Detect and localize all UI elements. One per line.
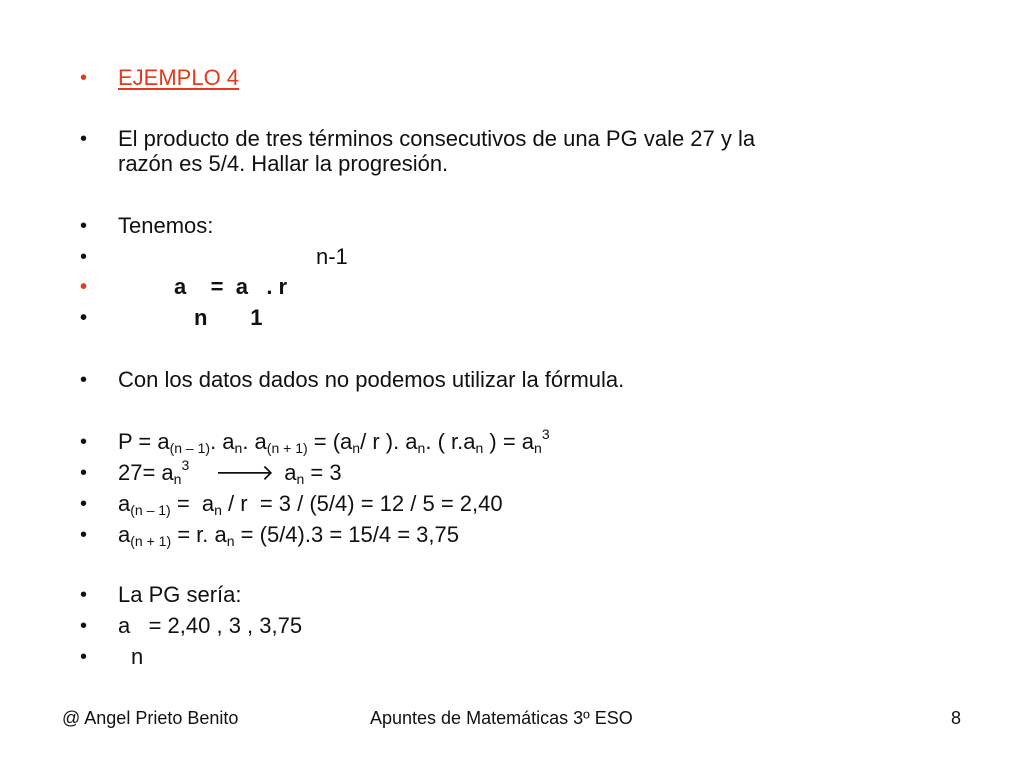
tenemos-text: Tenemos:: [118, 213, 214, 238]
bullet: •: [80, 246, 88, 268]
eq-subscript: n: [534, 440, 542, 456]
previous-term-line: [0, 489, 960, 519]
eq-subscript: n: [214, 502, 222, 518]
eq-subscript: (n + 1): [266, 440, 308, 456]
eq-subscript: (n – 1): [130, 502, 171, 518]
bullet: •: [80, 128, 88, 150]
formula-main-line: [0, 272, 960, 302]
bullet: •: [80, 524, 88, 546]
eq-part: . a: [242, 429, 267, 454]
eq-part: . a: [210, 429, 235, 454]
result-subscript: n: [131, 644, 144, 669]
tenemos-line: [0, 211, 960, 241]
next-term-line: [0, 520, 960, 550]
problem-text-2: razón es 5/4. Hallar la progresión.: [118, 151, 449, 176]
result-text: a = 2,40 , 3 , 3,75: [118, 613, 303, 638]
eq-part: P = a: [118, 429, 170, 454]
formula-main: a = a . r: [174, 274, 288, 299]
eq-subscript: n: [417, 440, 426, 456]
eq-subscript: n: [475, 440, 484, 456]
eq-part: = (5/4).3 = 15/4 = 3,75: [234, 522, 459, 547]
la-pg-text: La PG sería:: [118, 582, 242, 607]
bullet: •: [80, 67, 88, 89]
slide-title: EJEMPLO 4: [118, 65, 240, 90]
formula-subscripts: n 1: [194, 305, 263, 330]
eq-subscript: n: [352, 440, 361, 456]
bullet: •: [80, 307, 88, 329]
footer-author: @ Angel Prieto Benito: [62, 708, 239, 728]
eq-part: a: [118, 522, 131, 547]
eq-part: / r = 3 / (5/4) = 12 / 5 = 2,40: [221, 491, 503, 516]
eq-part: . ( r.a: [425, 429, 476, 454]
eq-superscript: 3: [541, 426, 550, 442]
formula-exponent-line: [0, 242, 960, 272]
footer-course: Apuntes de Matemáticas 3º ESO: [370, 708, 633, 728]
bullet: •: [80, 493, 88, 515]
bullet: •: [80, 584, 88, 606]
bullet: •: [80, 276, 88, 298]
bullet: •: [80, 462, 88, 484]
bullet: •: [80, 615, 88, 637]
eq-subscript: n: [226, 533, 235, 549]
cube-equation-line: [0, 458, 960, 488]
bullet: •: [80, 431, 88, 453]
bullet: •: [80, 646, 88, 668]
cube-equation: [118, 458, 342, 488]
result-line: [0, 611, 960, 641]
eq-subscript: n: [173, 471, 182, 487]
result-sub-line: [0, 642, 960, 672]
formula-exponent: n-1: [316, 244, 348, 269]
eq-subscript: (n + 1): [130, 533, 172, 549]
problem-text-1: El producto de tres términos consecutivos de una PG vale 27 y la: [118, 126, 756, 151]
la-pg-line: [0, 580, 960, 610]
eq-part: = (a: [307, 429, 353, 454]
title-line: [0, 63, 960, 93]
footer-page-number: 8: [951, 708, 962, 728]
product-equation: [118, 427, 550, 457]
eq-part: a: [284, 460, 297, 485]
eq-part: ) = a: [483, 429, 535, 454]
product-equation-line: [0, 427, 960, 457]
eq-part: = 3: [304, 460, 342, 485]
eq-subscript: (n – 1): [169, 440, 211, 456]
bullet: •: [80, 215, 88, 237]
eq-subscript: n: [234, 440, 243, 456]
con-datos-text: Con los datos dados no podemos utilizar la fórmula.: [118, 367, 625, 392]
eq-part: = r. a: [171, 522, 227, 547]
problem-line-2: [0, 149, 960, 179]
formula-sub-line: [0, 303, 960, 333]
bullet: •: [80, 369, 88, 391]
eq-part: / r ). a: [360, 429, 418, 454]
eq-part: a: [118, 491, 131, 516]
previous-term-equation: [118, 489, 503, 519]
eq-part: = a: [170, 491, 215, 516]
next-term-equation: [118, 520, 459, 550]
con-datos-line: [0, 365, 960, 395]
eq-subscript: n: [296, 471, 305, 487]
eq-part: 27= a: [118, 460, 174, 485]
eq-superscript: 3: [181, 457, 190, 473]
arrow-right-icon: 🡒: [215, 460, 275, 485]
